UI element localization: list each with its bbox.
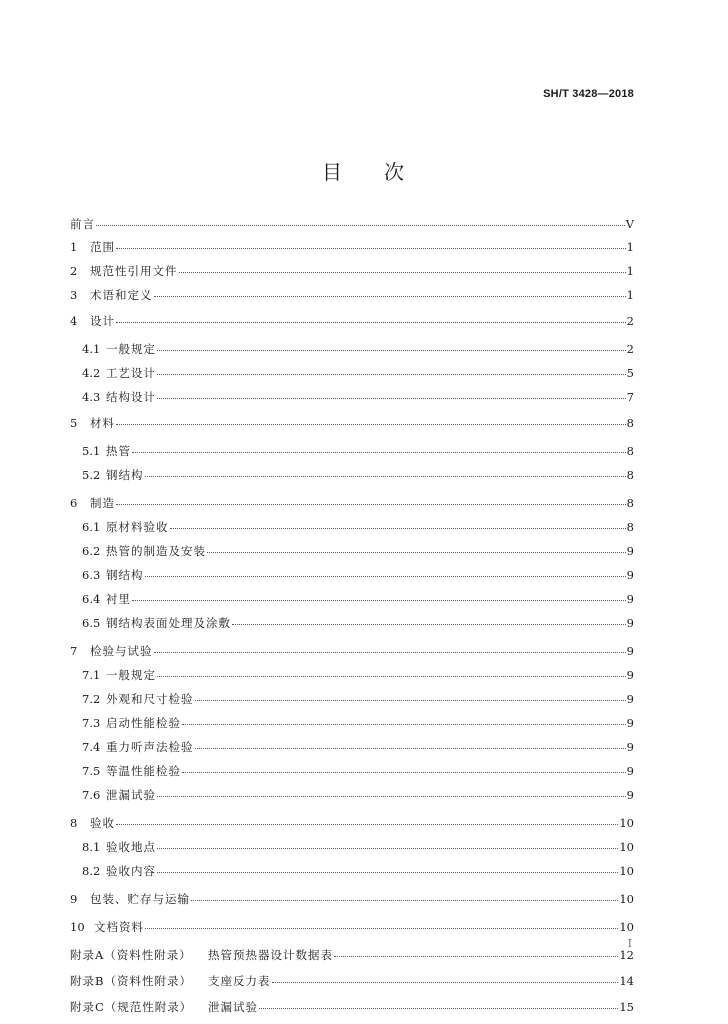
- toc-entry[interactable]: [70, 920, 634, 934]
- toc-entry[interactable]: [70, 974, 634, 988]
- dot-leader: [116, 504, 626, 505]
- toc-entry-title: 检验与试验: [90, 644, 153, 658]
- toc-entry-title: 制造: [90, 496, 115, 510]
- toc-entry-number: 3: [70, 288, 78, 302]
- toc-entry[interactable]: [70, 764, 634, 778]
- dot-leader: [157, 374, 626, 375]
- dot-leader: [145, 476, 626, 477]
- toc-entry-number: 6.1: [82, 520, 101, 534]
- toc-entry-page: 10: [619, 816, 634, 830]
- toc-entry-page: 9: [626, 616, 634, 630]
- toc-entry-title: 重力听声法检验: [106, 740, 194, 754]
- dot-leader: [157, 398, 626, 399]
- toc-entry[interactable]: [70, 692, 634, 706]
- toc-entry-number: 6.4: [82, 592, 101, 606]
- toc-entry-title: 验收内容: [106, 864, 156, 878]
- dot-leader: [191, 900, 618, 901]
- toc-entry-page: 9: [626, 764, 634, 778]
- toc-entry[interactable]: [70, 264, 634, 278]
- toc-entry[interactable]: [70, 314, 634, 328]
- toc-entry[interactable]: [70, 616, 634, 630]
- toc-entry[interactable]: [70, 668, 634, 682]
- toc-entry[interactable]: [70, 496, 634, 510]
- toc-entry-page: 1: [626, 240, 634, 254]
- dot-leader: [179, 272, 626, 273]
- dot-leader: [207, 552, 626, 553]
- toc-entry-title: 启动性能检验: [106, 716, 181, 730]
- toc-entry-page: 9: [626, 740, 634, 754]
- toc-entry[interactable]: [70, 520, 634, 534]
- toc-entry[interactable]: [70, 644, 634, 658]
- toc-entry[interactable]: [70, 240, 634, 254]
- dot-leader: [334, 956, 618, 957]
- dot-leader: [145, 576, 626, 577]
- toc-entry-page: 2: [626, 314, 634, 328]
- toc-entry-title: 钢结构表面处理及涂敷: [106, 616, 231, 630]
- toc-entry-page: 9: [626, 592, 634, 606]
- toc-entry-page: 9: [626, 692, 634, 706]
- toc-entry-number: 7.1: [82, 668, 101, 682]
- dot-leader: [157, 796, 626, 797]
- toc-entry-number: 5.2: [82, 468, 101, 482]
- dot-leader: [116, 824, 618, 825]
- toc-entry-page: 5: [626, 366, 634, 380]
- toc-entry-number: 4: [70, 314, 78, 328]
- toc-entry-page: 9: [626, 788, 634, 802]
- toc-entry-number: 7.4: [82, 740, 101, 754]
- toc-entry-page: 2: [626, 342, 634, 356]
- toc-entry-number: 10: [70, 920, 85, 934]
- toc-entry-title: 验收地点: [106, 840, 156, 854]
- dot-leader: [182, 724, 626, 725]
- toc-entry-title: 包装、贮存与运输: [90, 892, 190, 906]
- toc-entry-title: 一般规定: [106, 342, 156, 356]
- table-of-contents: [70, 217, 634, 1014]
- toc-entry[interactable]: [70, 366, 634, 380]
- toc-entry[interactable]: [70, 864, 634, 878]
- dot-leader: [272, 982, 619, 983]
- dot-leader: [157, 676, 626, 677]
- toc-entry-page: 8: [626, 416, 634, 430]
- toc-entry[interactable]: [70, 740, 634, 754]
- toc-entry-number: 9: [70, 892, 78, 906]
- toc-entry-number: 7.5: [82, 764, 101, 778]
- toc-entry-number: 5: [70, 416, 78, 430]
- toc-entry-title: 钢结构: [106, 468, 144, 482]
- dot-leader: [157, 848, 618, 849]
- toc-entry-title: 热管预热器设计数据表: [208, 948, 333, 962]
- toc-entry-page: 1: [626, 264, 634, 278]
- toc-entry-number: 7.3: [82, 716, 101, 730]
- dot-leader: [116, 248, 626, 249]
- dot-leader: [157, 872, 618, 873]
- toc-entry[interactable]: [70, 342, 634, 356]
- toc-entry-title: 原材料验收: [106, 520, 169, 534]
- toc-entry-page: V: [625, 217, 634, 231]
- toc-entry-title: 外观和尺寸检验: [106, 692, 194, 706]
- toc-entry-title: 工艺设计: [106, 366, 156, 380]
- toc-entry-page: 7: [626, 390, 634, 404]
- toc-entry-title: 热管: [106, 444, 131, 458]
- toc-entry[interactable]: [70, 816, 634, 830]
- toc-entry[interactable]: [70, 1000, 634, 1014]
- toc-entry-page: 9: [626, 668, 634, 682]
- toc-entry-number: 6.5: [82, 616, 101, 630]
- toc-entry-page: 9: [626, 716, 634, 730]
- toc-entry-number: 7.6: [82, 788, 101, 802]
- toc-entry-page: 10: [619, 864, 634, 878]
- toc-entry-page: 10: [619, 840, 634, 854]
- toc-entry-title: 文档资料: [94, 920, 144, 934]
- toc-entry[interactable]: [70, 288, 634, 302]
- toc-entry[interactable]: [70, 468, 634, 482]
- toc-entry-title: 等温性能检验: [106, 764, 181, 778]
- dot-leader: [132, 452, 626, 453]
- toc-entry-page: 8: [626, 496, 634, 510]
- toc-entry-title: 范围: [90, 240, 115, 254]
- toc-entry-number: 7.2: [82, 692, 101, 706]
- toc-entry-number: 6: [70, 496, 78, 510]
- toc-entry-title: 支座反力表: [208, 974, 271, 988]
- dot-leader: [145, 928, 618, 929]
- toc-entry-page: 9: [626, 644, 634, 658]
- toc-entry[interactable]: [70, 416, 634, 430]
- toc-entry-number: 6.2: [82, 544, 101, 558]
- dot-leader: [195, 700, 626, 701]
- toc-entry[interactable]: [70, 948, 634, 962]
- toc-entry-page: 10: [619, 920, 634, 934]
- toc-entry-number: 6.3: [82, 568, 101, 582]
- toc-entry-title: 钢结构: [106, 568, 144, 582]
- toc-entry-page: 1: [626, 288, 634, 302]
- toc-entry[interactable]: [70, 444, 634, 458]
- toc-entry[interactable]: [70, 544, 634, 558]
- dot-leader: [96, 225, 625, 226]
- toc-entry-title: 热管的制造及安装: [106, 544, 206, 558]
- toc-entry-number: 附录A（资料性附录）: [70, 948, 192, 962]
- toc-entry-title: 前言: [70, 217, 95, 231]
- dot-leader: [259, 1008, 618, 1009]
- toc-entry[interactable]: [70, 788, 634, 802]
- toc-entry-page: 15: [619, 1000, 634, 1014]
- toc-entry-page: 8: [626, 468, 634, 482]
- toc-entry-number: 4.2: [82, 366, 101, 380]
- toc-entry-page: 9: [626, 568, 634, 582]
- toc-entry-number: 2: [70, 264, 78, 278]
- toc-entry-page: 9: [626, 544, 634, 558]
- toc-entry-number: 1: [70, 240, 78, 254]
- toc-entry-number: 4.1: [82, 342, 101, 356]
- toc-entry[interactable]: [70, 840, 634, 854]
- toc-entry[interactable]: [70, 217, 634, 231]
- toc-entry-page: 10: [619, 892, 634, 906]
- dot-leader: [195, 748, 626, 749]
- toc-entry-number: 7: [70, 644, 78, 658]
- toc-entry-page: 12: [619, 948, 634, 962]
- toc-entry-number: 附录C（规范性附录）: [70, 1000, 193, 1014]
- toc-entry[interactable]: [70, 716, 634, 730]
- dot-leader: [154, 652, 626, 653]
- toc-entry[interactable]: [70, 390, 634, 404]
- toc-entry-title: 泄漏试验: [106, 788, 156, 802]
- page-title: [0, 156, 728, 185]
- toc-entry-number: 附录B（资料性附录）: [70, 974, 192, 988]
- dot-leader: [232, 624, 626, 625]
- toc-entry-title: 泄漏试验: [208, 1000, 258, 1014]
- dot-leader: [154, 296, 626, 297]
- dot-leader: [182, 772, 626, 773]
- dot-leader: [116, 424, 626, 425]
- toc-entry[interactable]: [70, 892, 634, 906]
- toc-entry[interactable]: [70, 592, 634, 606]
- toc-entry-title: 验收: [90, 816, 115, 830]
- toc-entry-title: 设计: [90, 314, 115, 328]
- toc-entry-page: 14: [619, 974, 634, 988]
- toc-entry-title: 材料: [90, 416, 115, 430]
- toc-entry-number: 4.3: [82, 390, 101, 404]
- dot-leader: [170, 528, 626, 529]
- dot-leader: [116, 322, 626, 323]
- title-char-1: 目: [322, 160, 344, 184]
- title-char-2: 次: [384, 160, 406, 184]
- toc-entry-number: 8.1: [82, 840, 101, 854]
- document-code: SH/T 3428—2018: [543, 88, 634, 100]
- dot-leader: [132, 600, 626, 601]
- toc-entry-title: 规范性引用文件: [90, 264, 178, 278]
- toc-entry[interactable]: [70, 568, 634, 582]
- toc-entry-title: 术语和定义: [90, 288, 153, 302]
- toc-entry-title: 衬里: [106, 592, 131, 606]
- dot-leader: [157, 350, 626, 351]
- toc-entry-number: 8.2: [82, 864, 101, 878]
- toc-entry-page: 8: [626, 444, 634, 458]
- toc-entry-title: 一般规定: [106, 668, 156, 682]
- toc-entry-title: 结构设计: [106, 390, 156, 404]
- page-number: I: [627, 937, 632, 950]
- toc-entry-number: 5.1: [82, 444, 101, 458]
- toc-entry-number: 8: [70, 816, 78, 830]
- toc-entry-page: 8: [626, 520, 634, 534]
